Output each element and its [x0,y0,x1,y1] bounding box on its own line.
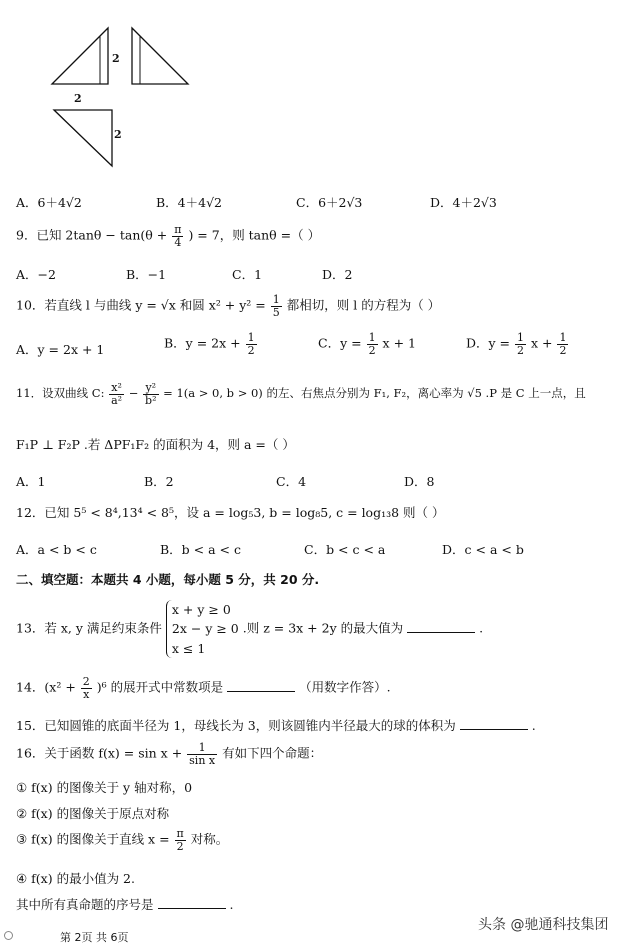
q11-option-a[interactable]: A．1 [16,474,46,489]
q10-d-fraction-1 [515,332,526,356]
q16-fraction [187,742,217,766]
q8-option-c[interactable]: C．6＋2√3 [296,195,363,210]
q12-option-c[interactable]: C．b < c < a [304,542,386,557]
q10-pre: 10．若直线 l 与曲线 y = √x 和圆 x² + y² = [16,297,266,313]
section-2-heading: 二、填空题：本题共 4 小题，每小题 5 分，共 20 分. [16,572,320,587]
q9-question [16,224,320,248]
q13-answer-blank[interactable] [407,620,475,633]
q8-option-a[interactable]: A．6＋4√2 [16,195,82,210]
q10-question [16,294,440,318]
q10-c-num: 1 [368,331,376,344]
q16-statement-2: ② f(x) 的图像关于原点对称 [16,806,170,821]
q12-option-a[interactable]: A．a < b < c [16,542,97,557]
watermark: 头条 @驰通科技集团 [478,917,609,933]
q14-post: )⁶ 的展开式中常数项是 [96,679,224,695]
q16-s3-den: 2 [176,839,184,853]
q10-c-fraction [367,332,378,356]
q13-constraint-1: x + y ≥ 0 [171,602,231,617]
q10-fraction [271,294,282,318]
q11-frac-y [143,382,158,406]
q10-option-d[interactable] [466,332,569,356]
q14-fraction [81,676,92,700]
q14-end: （用数字作答）. [299,679,391,695]
q13-post: .则 z = 3x + 2y 的最大值为 [242,620,404,636]
q9-frac-num: π [174,223,182,236]
q10-d-den2: 2 [559,343,567,357]
q9-frac-den: 4 [174,235,182,249]
figure-label-bottom: 2 [114,128,122,141]
q10-c-den: 2 [368,343,376,357]
q9-fraction [172,224,183,248]
q11-line2: F₁P ⊥ F₂P .若 ΔPF₁F₂ 的面积为 4，则 a =（ ） [16,437,295,452]
q10-b-den: 2 [247,343,255,357]
q9-option-d[interactable]: D．2 [322,267,353,282]
q16-s3-pre: ③ f(x) 的图像关于直线 x = [16,831,170,847]
q11-post: = 1(a > 0, b > 0) 的左、右焦点分别为 F₁, F₂，离心率为 √5 .P 是 C 上一点，且 [163,386,586,401]
q16-answer-blank[interactable] [158,896,226,909]
q11-yn: y² [143,382,158,395]
q8-option-b[interactable]: B．4＋4√2 [156,195,223,210]
q15-answer-blank[interactable] [460,717,528,730]
q11-yd: b² [145,393,157,407]
q9-option-a[interactable]: A．−2 [16,267,56,282]
q14-den: x [83,687,90,701]
q13-constraint-2: 2x − y ≥ 0 [171,621,239,637]
q16-s3-num: π [176,827,184,840]
q12-option-d[interactable]: D．c < a < b [442,542,524,557]
q9-option-b[interactable]: B．−1 [126,267,167,282]
q10-frac-num: 1 [272,293,280,306]
q16-s3-post: 对称。 [190,831,229,847]
q16-statement-1: ① f(x) 的图像关于 y 轴对称，0 [16,780,193,795]
q10-option-c[interactable] [318,332,416,356]
three-view-figure [40,18,200,173]
q12-question: 12．已知 5⁵ < 8⁴,13⁴ < 8⁵，设 a = log₅3, b = log₈5, c = log₁₃8 则（ ） [16,505,445,520]
q10-c-post: x + 1 [382,335,416,351]
q15-text: 15．已知圆锥的底面半径为 1，母线长为 3，则该圆锥内半径最大的球的体积为 [16,718,456,733]
q16-last-text: 其中所有真命题的序号是 [16,897,154,912]
q16-statement-3 [16,828,228,852]
q10-d-pre: D．y = [466,335,511,351]
q10-post: 都相切，则 l 的方程为（ ） [286,297,441,313]
q10-c-pre: C．y = [318,335,362,351]
q16-last-end: . [229,897,234,912]
q10-frac-den: 5 [272,305,280,319]
q11-pre: 11．设双曲线 C: [16,386,105,401]
q16-num: 1 [187,742,217,755]
q14-num: 2 [82,675,90,688]
q9-post: ) = 7，则 tanθ =（ ） [188,227,321,243]
q13-constraint-system [166,600,239,658]
q12-option-b[interactable]: B．b < a < c [160,542,241,557]
q11-minus: − [128,386,139,401]
q10-b-num: 1 [247,331,255,344]
page-footer: 第 2页 共 6页 [60,931,129,944]
q11-option-b[interactable]: B．2 [144,474,174,489]
q16-final-question [16,896,233,913]
q13-question [16,600,483,658]
q13-pre: 13．若 x, y 满足约束条件 [16,620,162,636]
q13-constraint-3: x ≤ 1 [171,640,206,656]
q16-question [16,742,322,766]
q16-den: sin x [189,753,216,767]
q11-xn: x² [109,382,124,395]
q14-pre: 14．(x² + [16,679,76,695]
q9-option-c[interactable]: C．1 [232,267,263,282]
q14-answer-blank[interactable] [227,679,295,692]
q16-statement-4: ④ f(x) 的最小值为 2. [16,871,135,886]
figure-label-base: 2 [74,92,82,105]
q9-pre: 9．已知 2tanθ − tan(θ + [16,227,168,243]
q11-frac-x [109,382,124,406]
q10-d-num1: 1 [517,331,525,344]
q10-b-fraction [246,332,257,356]
q10-d-den1: 2 [517,343,525,357]
q10-d-mid: x + [531,335,553,351]
q11-option-c[interactable]: C．4 [276,474,307,489]
q11-option-d[interactable]: D．8 [404,474,435,489]
q15-end: . [531,718,536,733]
q15-question [16,717,536,734]
q14-question [16,676,391,700]
q13-end: . [479,620,484,636]
q10-d-fraction-2 [557,332,568,356]
q11-xd: a² [111,393,123,407]
top-view-diagonal [54,110,112,166]
q10-d-num2: 1 [559,331,567,344]
corner-circle-icon [4,931,13,940]
q10-option-b[interactable] [164,332,258,356]
q16-s3-fraction [175,828,186,852]
q16-post: 有如下四个命题： [222,745,323,761]
q16-pre: 16．关于函数 f(x) = sin x + [16,745,183,761]
q10-b-pre: B．y = 2x + [164,335,241,351]
q11-question [16,382,586,406]
figure-label-side: 2 [112,52,120,65]
q8-option-d[interactable]: D．4＋2√3 [430,195,497,210]
q10-option-a[interactable]: A．y = 2x + 1 [16,342,105,357]
